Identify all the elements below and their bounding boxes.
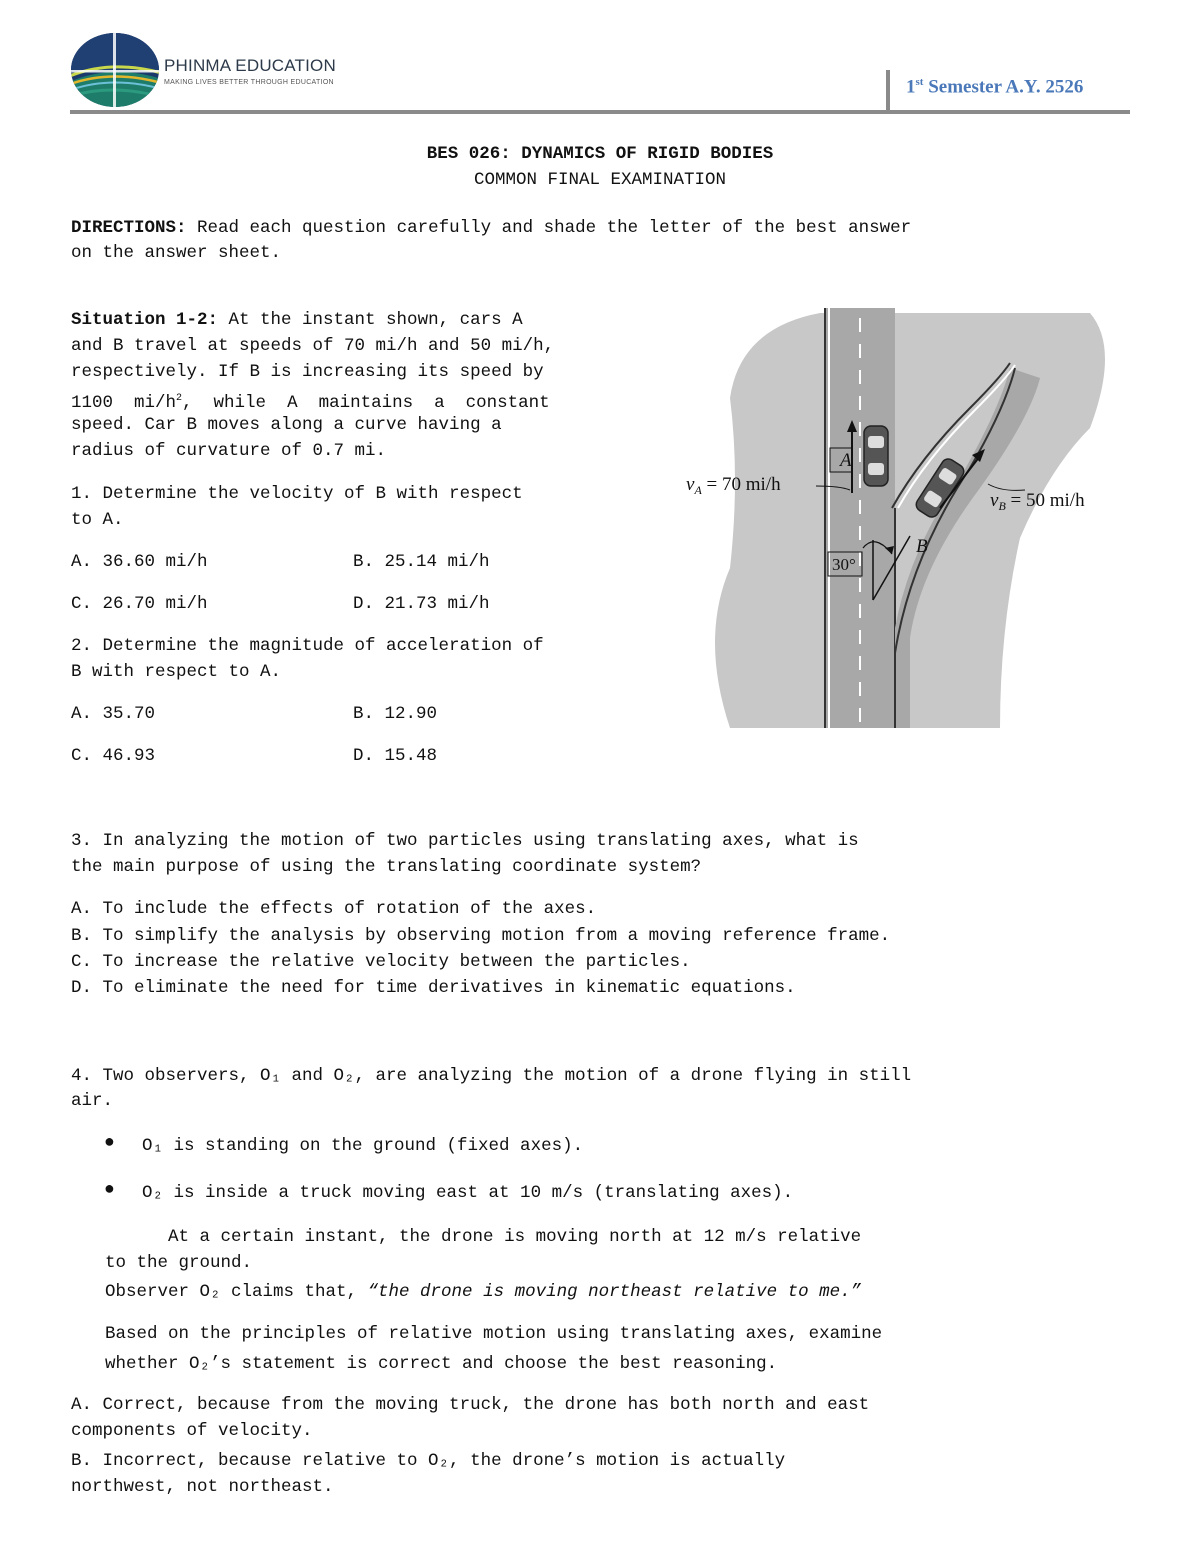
situation-line: and B travel at speeds of 70 mi/h and 50 mi/h, xyxy=(71,336,555,356)
brand-tagline: MAKING LIVES BETTER THROUGH EDUCATION xyxy=(164,79,334,86)
q2-choice-d: D. 15.48 xyxy=(353,746,438,766)
course-title: BES 026: DYNAMICS OF RIGID BODIES xyxy=(426,144,774,164)
q4-paragraph-1: At a certain instant, the drone is moving north at 12 m/s relative xyxy=(105,1227,862,1247)
question-2: 2. Determine the magnitude of acceleration of xyxy=(71,636,544,656)
phinma-logo xyxy=(70,32,160,108)
header-rule xyxy=(70,110,1130,114)
label-vb: $v_B = 50$ mi/h xyxy=(990,490,1085,513)
q4-paragraph-2: Based on the principles of relative motion using translating axes, examine xyxy=(105,1324,883,1344)
q3-choice-b: B. To simplify the analysis by observing motion from a moving reference frame. xyxy=(71,926,891,946)
q3-choice-a: A. To include the effects of rotation of the axes. xyxy=(71,899,597,919)
q1-choice-c: C. 26.70 mi/h xyxy=(71,594,208,614)
question-3-line2: the main purpose of using the translating coordinate system? xyxy=(71,857,702,877)
question-2-line2: B with respect to A. xyxy=(71,662,282,682)
q4-bullet-1: O₁ is standing on the ground (fixed axes). xyxy=(142,1136,584,1156)
situation-line: speed. Car B moves along a curve having a xyxy=(71,415,502,435)
label-car-b: B xyxy=(916,536,928,557)
question-1: 1. Determine the velocity of B with respect xyxy=(71,484,523,504)
q4-choice-a-line2: components of velocity. xyxy=(71,1421,313,1441)
label-angle: 30° xyxy=(832,555,856,574)
label-car-a: A xyxy=(840,450,852,471)
directions: DIRECTIONS: Read each question carefully and shade the letter of the best answer xyxy=(71,218,912,238)
bullet-icon: ● xyxy=(104,1180,115,1200)
header-divider xyxy=(886,70,890,110)
q1-choice-d: D. 21.73 mi/h xyxy=(353,594,490,614)
situation-line: respectively. If B is increasing its speed by xyxy=(71,362,544,382)
question-1-line2: to A. xyxy=(71,510,124,530)
q3-choice-c: C. To increase the relative velocity between the particles. xyxy=(71,952,691,972)
question-3: 3. In analyzing the motion of two particles using translating axes, what is xyxy=(71,831,859,851)
q4-paragraph-2-line2: whether O₂’s statement is correct and choose the best reasoning. xyxy=(105,1354,778,1374)
situation-line: radius of curvature of 0.7 mi. xyxy=(71,441,387,461)
q4-paragraph-1-line2: to the ground. xyxy=(105,1253,253,1273)
q4-choice-b: B. Incorrect, because relative to O₂, the drone’s motion is actually xyxy=(71,1451,786,1471)
q2-choice-a: A. 35.70 xyxy=(71,704,156,724)
cars-diagram xyxy=(670,308,1130,738)
question-4-line2: air. xyxy=(71,1091,114,1111)
semester-label: 1st Semester A.Y. 2526 xyxy=(906,76,1084,98)
bullet-icon: ● xyxy=(104,1133,115,1153)
car-a-icon xyxy=(864,426,888,486)
q4-choice-a: A. Correct, because from the moving truck, the drone has both north and east xyxy=(71,1395,870,1415)
q2-choice-c: C. 46.93 xyxy=(71,746,156,766)
exam-title: COMMON FINAL EXAMINATION xyxy=(473,170,727,190)
q2-choice-b: B. 12.90 xyxy=(353,704,438,724)
q4-claim: Observer O₂ claims that, “the drone is moving northeast relative to me.” xyxy=(105,1282,862,1302)
situation-line: 1100 $mi/h^2$, while A maintains a constant xyxy=(71,392,550,413)
q4-choice-b-line2: northwest, not northeast. xyxy=(71,1477,334,1497)
situation-text: Situation 1-2: At the instant shown, cars A xyxy=(71,310,523,330)
label-va: $v_A = 70$ mi/h xyxy=(686,474,781,497)
q1-choice-b: B. 25.14 mi/h xyxy=(353,552,490,572)
q4-bullet-2: O₂ is inside a truck moving east at 10 m/s (translating axes). xyxy=(142,1183,794,1203)
q3-choice-d: D. To eliminate the need for time derivatives in kinematic equations. xyxy=(71,978,796,998)
brand-name: PHINMA EDUCATION xyxy=(164,56,336,75)
q1-choice-a: A. 36.60 mi/h xyxy=(71,552,208,572)
directions-line2: on the answer sheet. xyxy=(71,243,282,263)
question-4: 4. Two observers, O₁ and O₂, are analyzing the motion of a drone flying in still xyxy=(71,1066,912,1086)
